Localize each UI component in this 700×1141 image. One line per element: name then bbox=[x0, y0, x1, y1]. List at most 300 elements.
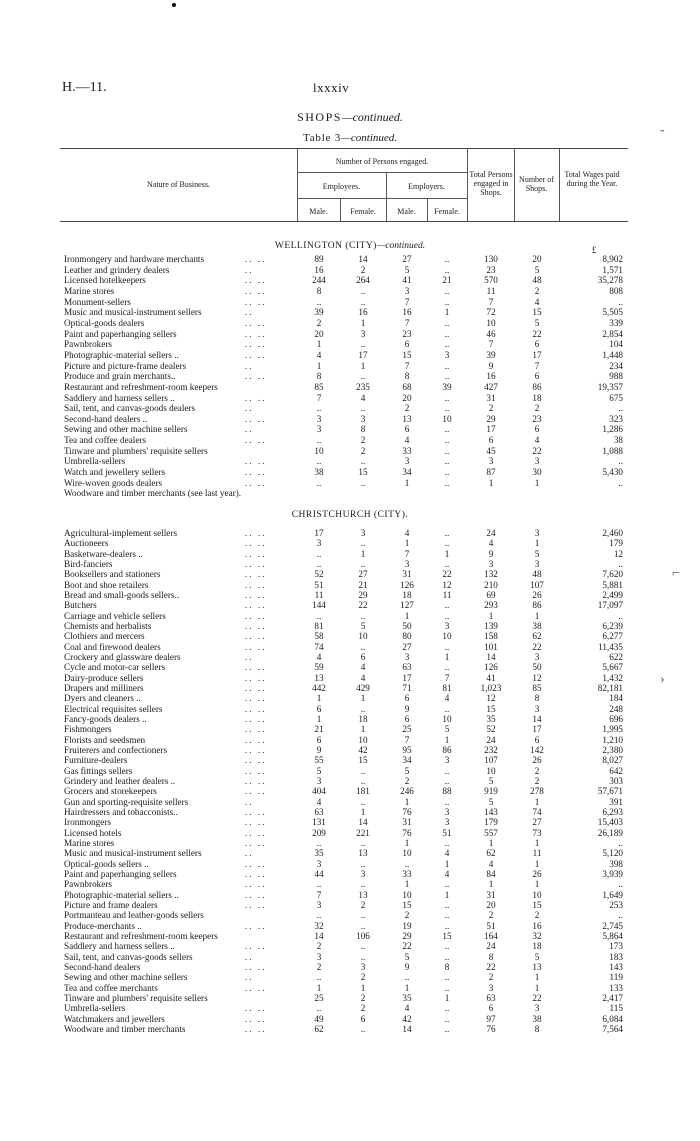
cell-total-persons: 62 bbox=[486, 848, 496, 859]
cell-employees-female: 5 bbox=[360, 621, 366, 631]
leader-dots: .. .. bbox=[245, 569, 267, 580]
cell-employees-female: .. bbox=[360, 941, 366, 952]
cell-employers-male: 246 bbox=[400, 786, 414, 797]
leader-dots: .. .. bbox=[245, 786, 267, 797]
cell-employers-male: 33 bbox=[402, 445, 412, 456]
cell-number-of-shops: 10 bbox=[532, 889, 542, 900]
cell-employees-female: .. bbox=[360, 456, 366, 467]
cell-employees-female: 16 bbox=[358, 307, 368, 318]
cell-number-of-shops: 3 bbox=[534, 559, 540, 569]
cell-total-wages: 11,435 bbox=[598, 641, 623, 652]
cell-employees-female: .. bbox=[360, 703, 366, 714]
cell-employees-male: 9 bbox=[316, 744, 322, 755]
cell-total-wages: 5,430 bbox=[602, 467, 623, 477]
cell-employers-male: 7 bbox=[404, 360, 410, 371]
table-row bbox=[0, 879, 700, 889]
cell-employers-female: .. bbox=[444, 662, 450, 673]
cell-number-of-shops: 4 bbox=[534, 296, 540, 307]
table-row bbox=[0, 446, 700, 456]
business-name: Restaurant and refreshment-room keepers bbox=[64, 381, 218, 392]
table-row bbox=[0, 569, 700, 579]
cell-total-persons: 39 bbox=[486, 349, 496, 360]
cell-employees-male: 10 bbox=[314, 445, 324, 456]
cell-employees-female: 15 bbox=[358, 467, 368, 477]
table-row bbox=[0, 393, 700, 403]
cell-total-wages: 183 bbox=[609, 951, 623, 962]
cell-employers-male: 35 bbox=[402, 992, 412, 1003]
business-name: Music and musical-instrument sellers bbox=[64, 307, 202, 318]
cell-number-of-shops: 20 bbox=[532, 254, 542, 264]
business-name: Coal and firewood dealers bbox=[64, 641, 161, 652]
leader-dots: .. bbox=[245, 403, 254, 414]
cell-employers-female: .. bbox=[444, 285, 450, 296]
cell-employers-female: .. bbox=[444, 972, 450, 983]
cell-employers-female: .. bbox=[444, 371, 450, 382]
cell-total-persons: 24 bbox=[486, 528, 496, 538]
cell-employers-female: 1 bbox=[444, 652, 450, 662]
cell-number-of-shops: 17 bbox=[532, 349, 542, 360]
cell-employees-male: 16 bbox=[314, 264, 324, 275]
leader-dots: .. .. bbox=[245, 254, 267, 264]
cell-employers-female: .. bbox=[444, 910, 450, 921]
table-row bbox=[0, 403, 700, 413]
leader-dots: .. .. bbox=[245, 920, 267, 931]
cell-total-wages: 642 bbox=[609, 765, 623, 776]
cell-total-wages: 3,939 bbox=[602, 868, 623, 879]
table-row bbox=[0, 683, 700, 693]
cell-employees-female: 181 bbox=[356, 786, 370, 797]
table-row bbox=[0, 382, 700, 392]
cell-employers-female: .. bbox=[444, 951, 450, 962]
cell-employees-female: 42 bbox=[358, 744, 368, 755]
cell-employers-male: 126 bbox=[400, 579, 414, 590]
cell-employers-female: 3 bbox=[444, 817, 450, 828]
cell-employees-female: .. bbox=[360, 796, 366, 807]
cell-employees-female: 3 bbox=[360, 961, 366, 972]
leader-dots: .. .. bbox=[245, 296, 267, 307]
cell-employers-female: 81 bbox=[442, 683, 452, 693]
title-text: SHOPS bbox=[297, 110, 342, 124]
cell-total-wages: 6,277 bbox=[602, 631, 623, 642]
table-row bbox=[0, 859, 700, 869]
leader-dots: .. .. bbox=[245, 837, 267, 848]
cell-total-persons: 427 bbox=[484, 381, 498, 392]
business-name: Ironmongery and hardware merchants bbox=[64, 254, 205, 264]
table-row bbox=[0, 735, 700, 745]
cell-employers-female: 10 bbox=[442, 413, 452, 424]
business-name: Gas fittings sellers bbox=[64, 765, 133, 776]
cell-total-persons: 16 bbox=[486, 371, 496, 382]
leader-dots: .. .. bbox=[245, 683, 267, 693]
business-name: Crockery and glassware dealers bbox=[64, 652, 181, 662]
leader-dots: .. bbox=[245, 848, 254, 859]
cell-employees-male: 3 bbox=[316, 775, 322, 786]
cell-total-wages: .. bbox=[618, 456, 623, 467]
cell-employers-female: .. bbox=[444, 796, 450, 807]
cell-employers-male: 22 bbox=[402, 941, 412, 952]
cell-number-of-shops: 2 bbox=[534, 775, 540, 786]
cell-total-persons: 97 bbox=[486, 1013, 496, 1024]
cell-total-wages: 6,293 bbox=[602, 806, 623, 817]
cell-number-of-shops: 26 bbox=[532, 868, 542, 879]
cell-total-wages: 57,671 bbox=[597, 786, 623, 797]
cell-employers-male: 1 bbox=[404, 538, 410, 549]
cell-number-of-shops: 6 bbox=[534, 424, 540, 435]
business-name: Sail, tent, and canvas-goods dealers bbox=[64, 403, 196, 414]
cell-total-wages: 323 bbox=[609, 413, 623, 424]
cell-employees-male: 209 bbox=[312, 827, 326, 838]
cell-employers-female: 88 bbox=[442, 786, 452, 797]
cell-employees-female: 1 bbox=[360, 693, 366, 704]
cell-total-wages: 1,088 bbox=[602, 445, 623, 456]
cell-employers-female: .. bbox=[444, 879, 450, 890]
cell-total-wages: 8,027 bbox=[602, 755, 623, 766]
business-name: Dairy-produce sellers bbox=[64, 672, 144, 683]
table-row bbox=[0, 307, 700, 317]
leader-dots: .. bbox=[245, 652, 254, 662]
cell-employers-female: .. bbox=[444, 528, 450, 538]
cell-number-of-shops: 1 bbox=[534, 982, 540, 993]
cell-total-wages: 253 bbox=[609, 899, 623, 910]
business-name: Saddlery and harness sellers .. bbox=[64, 941, 175, 952]
cell-employers-female: .. bbox=[444, 264, 450, 275]
cell-number-of-shops: 48 bbox=[532, 569, 542, 580]
cell-number-of-shops: 85 bbox=[532, 683, 542, 693]
table-row bbox=[0, 528, 700, 538]
cell-total-persons: 210 bbox=[484, 579, 498, 590]
business-name: Watch and jewellery sellers bbox=[64, 467, 166, 477]
cell-total-wages: 35,278 bbox=[597, 275, 623, 286]
business-name: Licensed hotelkeepers bbox=[64, 275, 146, 286]
cell-number-of-shops: 13 bbox=[532, 961, 542, 972]
cell-employees-female: .. bbox=[360, 641, 366, 652]
cell-number-of-shops: 26 bbox=[532, 590, 542, 600]
table-row bbox=[0, 538, 700, 548]
cell-total-wages: 173 bbox=[609, 941, 623, 952]
cell-total-persons: 6 bbox=[488, 1003, 494, 1014]
cell-employees-female: 14 bbox=[358, 817, 368, 828]
cell-employees-male: 1 bbox=[316, 982, 322, 993]
cell-total-wages: 1,571 bbox=[602, 264, 623, 275]
cell-employees-male: 49 bbox=[314, 1013, 324, 1024]
table-row bbox=[0, 921, 700, 931]
cell-total-wages: 6,084 bbox=[602, 1013, 623, 1024]
leader-dots: .. .. bbox=[245, 477, 267, 488]
cell-total-persons: 51 bbox=[486, 920, 496, 931]
cell-total-wages: 1,448 bbox=[602, 349, 623, 360]
leader-dots: .. .. bbox=[245, 559, 267, 569]
table-row bbox=[0, 693, 700, 703]
cell-total-persons: 919 bbox=[484, 786, 498, 797]
leader-dots: .. bbox=[245, 796, 254, 807]
business-name: Bird-fanciers bbox=[64, 559, 113, 569]
cell-employees-male: 63 bbox=[314, 806, 324, 817]
cell-employers-male: 1 bbox=[404, 879, 410, 890]
cell-number-of-shops: 18 bbox=[532, 392, 542, 403]
cell-number-of-shops: 1 bbox=[534, 858, 540, 869]
cell-number-of-shops: 22 bbox=[532, 641, 542, 652]
leader-dots: .. .. bbox=[245, 610, 267, 621]
cell-employers-female: .. bbox=[444, 920, 450, 931]
table-title-text: Table 3 bbox=[302, 132, 342, 144]
table-row bbox=[0, 286, 700, 296]
cell-employers-male: 1 bbox=[404, 837, 410, 848]
cell-employees-male: 35 bbox=[314, 848, 324, 859]
cell-employees-female: 10 bbox=[358, 734, 368, 745]
cell-total-persons: 22 bbox=[486, 961, 496, 972]
cell-total-persons: 130 bbox=[484, 254, 498, 264]
document-reference: H.—11. bbox=[62, 80, 107, 95]
cell-employers-male: 10 bbox=[402, 889, 412, 900]
cell-employees-male: 39 bbox=[314, 307, 324, 318]
cell-employers-female: 4 bbox=[444, 868, 450, 879]
table-row bbox=[0, 350, 700, 360]
header-number-engaged: Number of Persons engaged. bbox=[335, 157, 429, 166]
cell-employers-male: 4 bbox=[404, 1003, 410, 1014]
cell-total-persons: 3 bbox=[488, 982, 494, 993]
cell-total-persons: 9 bbox=[488, 360, 494, 371]
cell-employers-female: .. bbox=[444, 610, 450, 621]
cell-employees-male: 6 bbox=[316, 703, 322, 714]
table-row bbox=[0, 776, 700, 786]
cell-total-persons: 10 bbox=[486, 765, 496, 776]
business-name: Auctioneers bbox=[64, 538, 109, 549]
cell-employees-female: .. bbox=[360, 765, 366, 776]
cell-number-of-shops: 30 bbox=[532, 467, 542, 477]
leader-dots: .. .. bbox=[245, 392, 267, 403]
cell-number-of-shops: 15 bbox=[532, 307, 542, 318]
cell-employers-female: 15 bbox=[442, 930, 452, 941]
cell-total-wages: 2,380 bbox=[602, 744, 623, 755]
cell-total-wages: .. bbox=[618, 910, 623, 921]
cell-number-of-shops: 32 bbox=[532, 930, 542, 941]
column-rule bbox=[467, 148, 468, 221]
cell-number-of-shops: 48 bbox=[532, 275, 542, 286]
business-name: Cycle and motor-car sellers bbox=[64, 662, 166, 673]
cell-employees-male: 2 bbox=[316, 317, 322, 328]
cell-employees-female: .. bbox=[360, 477, 366, 488]
cell-employees-male: 7 bbox=[316, 392, 322, 403]
cell-employees-male: .. bbox=[316, 559, 322, 569]
cell-employers-male: 25 bbox=[402, 724, 412, 735]
cell-employers-female: .. bbox=[444, 703, 450, 714]
cell-employees-female: 8 bbox=[360, 424, 366, 435]
cell-number-of-shops: 3 bbox=[534, 528, 540, 538]
cell-employees-male: 4 bbox=[316, 652, 322, 662]
cell-employees-male: 59 bbox=[314, 662, 324, 673]
cell-total-wages: .. bbox=[618, 879, 623, 890]
business-name: Carriage and vehicle sellers bbox=[64, 610, 166, 621]
cell-total-persons: 8 bbox=[488, 951, 494, 962]
leader-dots: .. .. bbox=[245, 982, 267, 993]
cell-employees-female: .. bbox=[360, 858, 366, 869]
cell-employers-female: .. bbox=[444, 456, 450, 467]
cell-total-persons: 3 bbox=[488, 559, 494, 569]
cell-employers-female: 3 bbox=[444, 621, 450, 631]
cell-total-persons: 31 bbox=[486, 392, 496, 403]
cell-total-wages: 1,210 bbox=[602, 734, 623, 745]
cell-employers-female: .. bbox=[444, 941, 450, 952]
cell-number-of-shops: 8 bbox=[534, 693, 540, 704]
cell-total-wages: 26,189 bbox=[597, 827, 623, 838]
cell-employees-female: 3 bbox=[360, 528, 366, 538]
cell-number-of-shops: 26 bbox=[532, 755, 542, 766]
leader-dots: .. bbox=[245, 951, 254, 962]
cell-employers-female: .. bbox=[444, 360, 450, 371]
cell-employees-male: 89 bbox=[314, 254, 324, 264]
cell-employers-male: 2 bbox=[404, 910, 410, 921]
table-title bbox=[0, 132, 700, 144]
cell-number-of-shops: 62 bbox=[532, 631, 542, 642]
cell-number-of-shops: 2 bbox=[534, 765, 540, 776]
cell-employers-female: 3 bbox=[444, 755, 450, 766]
cell-number-of-shops: 27 bbox=[532, 817, 542, 828]
cell-employers-female: 7 bbox=[444, 672, 450, 683]
leader-dots: .. .. bbox=[245, 817, 267, 828]
cell-employers-male: 127 bbox=[400, 600, 414, 611]
cell-number-of-shops: 11 bbox=[532, 848, 542, 859]
cell-employers-female: 8 bbox=[444, 961, 450, 972]
margin-mark: › bbox=[660, 672, 665, 687]
cell-employees-male: .. bbox=[316, 456, 322, 467]
page-title bbox=[0, 110, 700, 125]
cell-employers-female: 11 bbox=[442, 590, 452, 600]
cell-total-persons: 87 bbox=[486, 467, 496, 477]
cell-employees-female: .. bbox=[360, 610, 366, 621]
business-name: Bread and small-goods sellers.. bbox=[64, 590, 180, 600]
cell-employers-female: .. bbox=[444, 1013, 450, 1024]
table-row bbox=[0, 714, 700, 724]
cell-total-persons: 10 bbox=[486, 317, 496, 328]
table-row bbox=[0, 673, 700, 683]
cell-total-wages: 104 bbox=[609, 339, 623, 350]
cell-employees-male: 14 bbox=[314, 930, 324, 941]
cell-total-wages: 2,499 bbox=[602, 590, 623, 600]
cell-total-wages: 391 bbox=[609, 796, 623, 807]
cell-employees-male: 442 bbox=[312, 683, 326, 693]
cell-employers-male: 13 bbox=[402, 413, 412, 424]
table-row bbox=[0, 952, 700, 962]
cell-total-persons: 63 bbox=[486, 992, 496, 1003]
cell-employees-female: 13 bbox=[358, 889, 368, 900]
cell-total-persons: 11 bbox=[486, 285, 496, 296]
cell-number-of-shops: 4 bbox=[534, 435, 540, 446]
leader-dots: .. .. bbox=[245, 590, 267, 600]
cell-employees-male: 5 bbox=[316, 765, 322, 776]
cell-number-of-shops: 107 bbox=[530, 579, 544, 590]
cell-employers-female: .. bbox=[444, 765, 450, 776]
cell-number-of-shops: 18 bbox=[532, 941, 542, 952]
cell-employees-male: 3 bbox=[316, 538, 322, 549]
cell-total-wages: 339 bbox=[609, 317, 623, 328]
cell-total-wages: 143 bbox=[609, 961, 623, 972]
cell-number-of-shops: 5 bbox=[534, 264, 540, 275]
business-name: Tinware and plumbers' requisite sellers bbox=[64, 445, 208, 456]
cell-employers-male: 7 bbox=[404, 548, 410, 559]
margin-mark: ˘ bbox=[660, 128, 665, 143]
cell-employees-female: 15 bbox=[358, 755, 368, 766]
cell-employees-female: .. bbox=[360, 285, 366, 296]
cell-employees-female: 2 bbox=[360, 1003, 366, 1014]
cell-total-persons: 4 bbox=[488, 858, 494, 869]
cell-employers-male: 33 bbox=[402, 868, 412, 879]
cell-number-of-shops: 1 bbox=[534, 610, 540, 621]
cell-number-of-shops: 5 bbox=[534, 548, 540, 559]
table-row bbox=[0, 642, 700, 652]
page-number: lxxxiv bbox=[313, 80, 350, 95]
cell-total-persons: 1 bbox=[488, 610, 494, 621]
cell-employees-female: 2 bbox=[360, 972, 366, 983]
business-name: Umbrella-sellers bbox=[64, 1003, 126, 1014]
cell-employees-male: 4 bbox=[316, 349, 322, 360]
business-name: Hairdressers and tobacconists.. bbox=[64, 806, 178, 817]
cell-employers-male: 7 bbox=[404, 317, 410, 328]
cell-employees-male: 11 bbox=[314, 590, 324, 600]
cell-employees-male: 7 bbox=[316, 889, 322, 900]
cell-employees-female: 3 bbox=[360, 868, 366, 879]
table-row bbox=[0, 869, 700, 879]
cell-total-wages: 115 bbox=[609, 1003, 623, 1014]
business-name: Sewing and other machine sellers bbox=[64, 972, 188, 983]
cell-total-persons: 7 bbox=[488, 339, 494, 350]
cell-employers-female: .. bbox=[444, 837, 450, 848]
header-employers-female: Female. bbox=[434, 207, 460, 216]
business-name: Licensed hotels bbox=[64, 827, 122, 838]
cell-total-persons: 1 bbox=[488, 837, 494, 848]
cell-employees-female: .. bbox=[360, 559, 366, 569]
leader-dots: .. .. bbox=[245, 641, 267, 652]
leader-dots: .. .. bbox=[245, 579, 267, 590]
cell-employers-female: .. bbox=[444, 403, 450, 414]
cell-total-persons: 15 bbox=[486, 703, 496, 714]
cell-total-wages: 398 bbox=[609, 858, 623, 869]
cell-number-of-shops: 73 bbox=[532, 827, 542, 838]
cell-employers-female: 4 bbox=[444, 848, 450, 859]
business-name: Agricultural-implement sellers bbox=[64, 528, 178, 538]
cell-total-persons: 2 bbox=[488, 910, 494, 921]
business-name: Electrical requisites sellers bbox=[64, 703, 163, 714]
cell-total-persons: 126 bbox=[484, 662, 498, 673]
table-row bbox=[0, 652, 700, 662]
cell-total-persons: 52 bbox=[486, 724, 496, 735]
table-row bbox=[0, 1024, 700, 1034]
cell-employers-male: 6 bbox=[404, 713, 410, 724]
cell-employers-female: 1 bbox=[444, 548, 450, 559]
cell-employers-male: 17 bbox=[402, 672, 412, 683]
cell-employers-male: 29 bbox=[402, 930, 412, 941]
cell-employers-female: .. bbox=[444, 1003, 450, 1014]
cell-employers-male: 6 bbox=[404, 424, 410, 435]
leader-dots: .. .. bbox=[245, 349, 267, 360]
cell-total-wages: 622 bbox=[609, 652, 623, 662]
cell-employers-male: 42 bbox=[402, 1013, 412, 1024]
cell-employees-female: .. bbox=[360, 296, 366, 307]
header-nature: Nature of Business. bbox=[147, 180, 210, 189]
cell-total-persons: 29 bbox=[486, 413, 496, 424]
table-row bbox=[0, 414, 700, 424]
cell-total-wages: .. bbox=[618, 296, 623, 307]
table-row bbox=[0, 254, 700, 264]
table-row bbox=[0, 435, 700, 445]
cell-total-wages: 5,864 bbox=[602, 930, 623, 941]
leader-dots: .. .. bbox=[245, 285, 267, 296]
cell-employers-male: 6 bbox=[404, 693, 410, 704]
cell-employers-female: .. bbox=[444, 1023, 450, 1034]
leader-dots: .. .. bbox=[245, 317, 267, 328]
cell-number-of-shops: 16 bbox=[532, 920, 542, 931]
header-employees-male: Male. bbox=[309, 207, 328, 216]
cell-employees-male: 3 bbox=[316, 899, 322, 910]
